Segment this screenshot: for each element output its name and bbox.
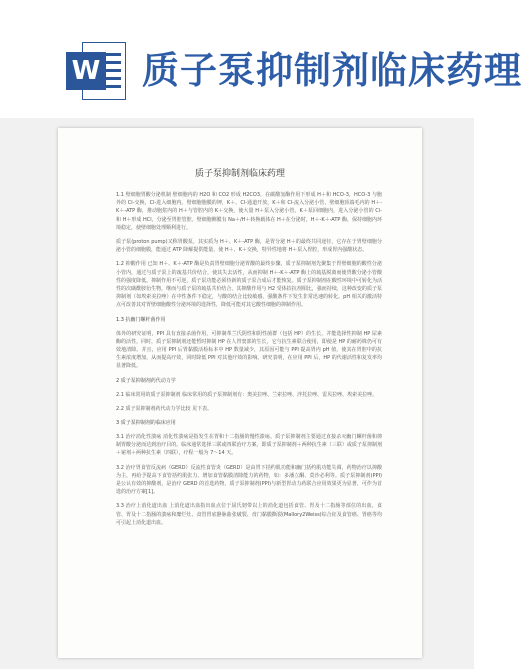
page-header bbox=[0, 0, 522, 118]
word-badge: W bbox=[66, 52, 106, 90]
paragraph: 3.3 治疗上消化道出血 上消化道出血指出血点位于屈氏韧带以上的消化道包括食管、胃及十二指肠等部位的出血，食管、胃及十二指肠的溃疡和糜烂灶、食管胃底静脉曲张破裂、贲门黏膜撕裂(Mallory2Weiss)综合征及食管癌、胃癌等均可引起上消化道出血。 bbox=[116, 503, 382, 526]
document-preview-area bbox=[0, 118, 474, 669]
section-heading: 2 质子泵抑制剂药代动力学 bbox=[116, 377, 176, 384]
word-document-icon bbox=[66, 42, 128, 100]
paragraph: 2.1 临床常用的质子泵抑制剂 临床常用的质子泵抑制剂有：奥美拉唑、兰索拉唑、泮托拉唑、雷贝拉唑、埃索美拉唑。 bbox=[116, 391, 378, 398]
paragraph: 质子泵(proton pump)又称胃酸泵，其实质为 H＋、K＋-ATP 酶，是胃分泌 H＋的最终共同途径，它存在于胃壁细胞分泌小管的细胞膜，能通过 ATP 降解提供能量，使 H＋、K＋交换，特异性地将 H＋泵入胃腔，形成胃内强酸状态。 bbox=[116, 239, 382, 254]
paragraph: 1.2 抑酸作用 已知 H＋、K＋-ATP 酶是负责胃壁细胞分泌胃酸的最终步骤，质子泵抑制剂先聚集于胃壁细胞的酸性分泌小管内，通过与质子泵上的巯基共价结合，使其失去活性，从而抑制 H＋-K＋-ATP 酶上的巯基脱离而使胃酸分泌小管酸性的强度降低。抑制作用不可逆，质子泵功能必须待新的质子泵合成后才能恢复。质子泵抑制剂在酸性环境中可转化为活性的次磺酰胺衍生物，继而与质子泵的巯基共价结合，其抑酸作用与 H2 受体拮抗剂相比，强而持续，这种改变的质子泵抑制剂（如埃索美拉唑）在中性条件下稳定，与酸的结合比较敏感，强酸条件下发生非常迅速的转化。pH 相关的激活特点可改善其对胃壁细胞酸性分泌环境的选择性，降低可能对其它酸性细胞的抑制作用。 bbox=[116, 261, 382, 309]
paragraph: 体外的研究证明，PPI 具有直接杀菌作用，可抑制革兰氏阴性和阴性菌群（包括 HP）的生长，并能选择性抑制 HP 尿素酶的活性，同时，质子泵抑制剂还能暂时抑制 HP 在人胃窦部的生长，它与抗生素联合使用，即使是 HP 的耐药株仍可有效地清除。并且，应用 PPI 后胃黏膜活检标本中 HP 数量减少，其原因可能与 PPI 提高胃内 pH 值，使其在胃腔中的抗生素浓度增加，从而提高疗效，同时降低 PPI 对其他疗效的影响。研究表明，在应用 PPI 后，HP 的代谢活性和复发率均显著降低。 bbox=[116, 330, 382, 370]
document-body bbox=[58, 191, 422, 527]
page-title: 质子泵抑制剂临床药理 bbox=[142, 48, 522, 92]
document-title: 质子泵抑制剂临床药理 bbox=[194, 169, 285, 179]
paragraph: 3.1 治疗消化性溃疡 消化性溃疡是指发生在胃和十二指肠的慢性溃疡。质子泵抑制剂主要通过直接杀灭幽门螺杆菌和抑制胃酸分泌而达到治疗目的。临床通常选择三联或四联治疗方案，即质子泵抑制剂＋两种抗生素（三联）或质子泵抑制剂＋铋剂＋两种抗生素（四联），疗程一般为 7～14 天。 bbox=[116, 434, 382, 457]
section-heading: 1.3 抗幽门螺杆菌作用 bbox=[116, 316, 166, 323]
paragraph: 2.2 质子泵抑制剂药代动力学比较 见下表。 bbox=[116, 405, 213, 412]
paragraph: 3.2 治疗胃食管反流病（GERD）反流性食管炎（GERD）是由胃下括约肌功能和幽门括约肌功能失调，药物治疗以抑酸为主，再给予提高下食管括约肌张力、增加食管黏膜清除能力的药物，如：多潘立酮、莫沙必利等。质子泵抑制剂(PPI)是公认有效的抑酸剂，是治疗 GERD 的首选药物，质子泵抑制剂(PPI)与新型胃动力药联合应用效果更为显著，可作为首选的治疗方案[1]。 bbox=[116, 464, 382, 496]
paragraph: 1.1 壁细胞胃酸分泌机制 壁细胞内的 H2O 和 CO2 形成 H2CO3，在碳酸氢酶作用下形成 H＋和 HCO-3，HCO-3 与胞外的 Cl-交换，Cl-进入细胞内。壁细胞胞膜的钾，K＋、Cl-通道开放，K＋和 Cl-流入分泌小管，壁细胞顶端毛内的 H＋-K＋-ATP 酶，推动胞浆内的 H＋与管腔内的 K＋交换，使大量 H＋泵入分泌小管，K＋泵回细胞内，进入分泌小管的 Cl-和 H＋形成 HCl，分泌至胃腔管腔。壁细胞侧膜有 Na＋/H＋转换载体在 H＋在分泌时，H＋-K＋-ATP 酶，保持细胞内环境稳定，使壁细胞处理顺利进行。 bbox=[116, 192, 382, 231]
section-heading: 3 质子泵抑制剂的临床应用 bbox=[116, 420, 176, 427]
document-page bbox=[58, 128, 422, 658]
